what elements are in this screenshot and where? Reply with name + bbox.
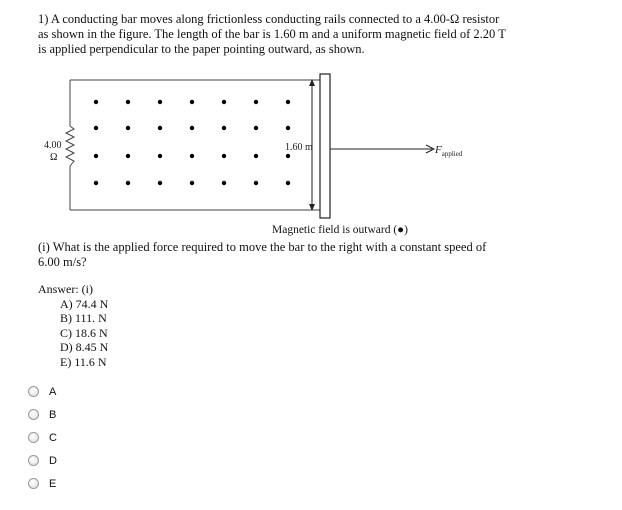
answer-option-letter: A)	[60, 296, 73, 311]
answer-option-value: 74.4 N	[75, 296, 109, 311]
field-dot	[190, 154, 194, 158]
answer-option-letter: E)	[60, 354, 72, 369]
answer-option-value: 8.45 N	[75, 340, 109, 354]
force-symbol: F	[435, 144, 442, 156]
answer-heading: Answer: (i)	[38, 282, 93, 296]
conducting-bar	[320, 74, 330, 218]
field-dot	[286, 154, 290, 158]
field-dot	[254, 126, 258, 130]
answer-block	[38, 282, 108, 369]
choice-label: A	[49, 385, 57, 398]
radio-button[interactable]	[28, 478, 39, 489]
field-dot	[158, 126, 162, 130]
field-dot	[126, 154, 130, 158]
choice-label: D	[49, 454, 57, 467]
answer-option-letter: C)	[60, 325, 72, 340]
resistor-unit-label: Ω	[50, 152, 58, 163]
field-dot	[190, 100, 194, 104]
field-dot	[126, 126, 130, 130]
subquestion-body: What is the applied force required to move the bar to the right with a constant speed of 6.00 m/s?	[38, 240, 487, 269]
field-dot	[222, 126, 226, 130]
field-dot	[94, 126, 98, 130]
field-dot	[190, 181, 194, 185]
field-dot	[126, 181, 130, 185]
choice-label: C	[49, 431, 57, 444]
question-text	[38, 12, 508, 57]
field-dot	[286, 181, 290, 185]
question-body: A conducting bar moves along frictionless conducting rails connected to a 4.00-Ω resistor as shown in the figure. The length of the bar is 1.60 m and a uniform magnetic field of 2.20 T is applied perpendicular to the paper pointing outward, as shown.	[38, 12, 506, 56]
radio-button[interactable]	[28, 432, 39, 443]
field-dot	[286, 126, 290, 130]
answer-option-value: 11.6 N	[74, 354, 107, 369]
figure-caption: Magnetic field is outward (●)	[272, 224, 408, 236]
force-subscript: applied	[441, 150, 463, 158]
radio-button[interactable]	[28, 409, 39, 420]
answer-option	[38, 326, 108, 341]
answer-option	[38, 311, 108, 326]
field-dot	[158, 100, 162, 104]
force-label	[434, 144, 463, 158]
subquestion-text	[38, 240, 508, 270]
radio-button[interactable]	[28, 386, 39, 397]
answer-option-value: 111. N	[75, 311, 107, 325]
choice-radio-group	[28, 380, 57, 495]
radio-button[interactable]	[28, 455, 39, 466]
field-dot	[222, 154, 226, 158]
answer-option	[38, 297, 108, 312]
field-dot	[222, 100, 226, 104]
field-dot	[254, 181, 258, 185]
field-dot	[94, 181, 98, 185]
answer-option-value: 18.6 N	[75, 325, 108, 340]
field-dot	[158, 154, 162, 158]
field-dot	[222, 181, 226, 185]
choice-label: E	[49, 477, 57, 490]
answer-option-letter: B)	[60, 311, 72, 325]
question-number: 1)	[38, 12, 49, 26]
choice-label: B	[49, 408, 57, 421]
field-dot	[254, 100, 258, 104]
field-dot	[158, 181, 162, 185]
circuit-figure	[38, 70, 488, 230]
choice-a[interactable]	[28, 380, 57, 403]
resistor-symbol	[66, 126, 74, 166]
answer-option-letter: D)	[60, 340, 73, 354]
choice-b[interactable]	[28, 403, 57, 426]
field-dot	[286, 100, 290, 104]
answer-option	[38, 355, 108, 370]
choice-e[interactable]	[28, 472, 57, 495]
choice-c[interactable]	[28, 426, 57, 449]
answer-option	[38, 340, 108, 355]
subquestion-label: (i)	[38, 240, 50, 254]
magnetic-field-dots	[94, 100, 290, 185]
bar-length-label: 1.60 m	[285, 142, 313, 153]
choice-d[interactable]	[28, 449, 57, 472]
field-dot	[254, 154, 258, 158]
field-dot	[126, 100, 130, 104]
resistor-value-label: 4.00	[44, 140, 62, 151]
field-dot	[94, 100, 98, 104]
field-dot	[94, 154, 98, 158]
field-dot	[190, 126, 194, 130]
